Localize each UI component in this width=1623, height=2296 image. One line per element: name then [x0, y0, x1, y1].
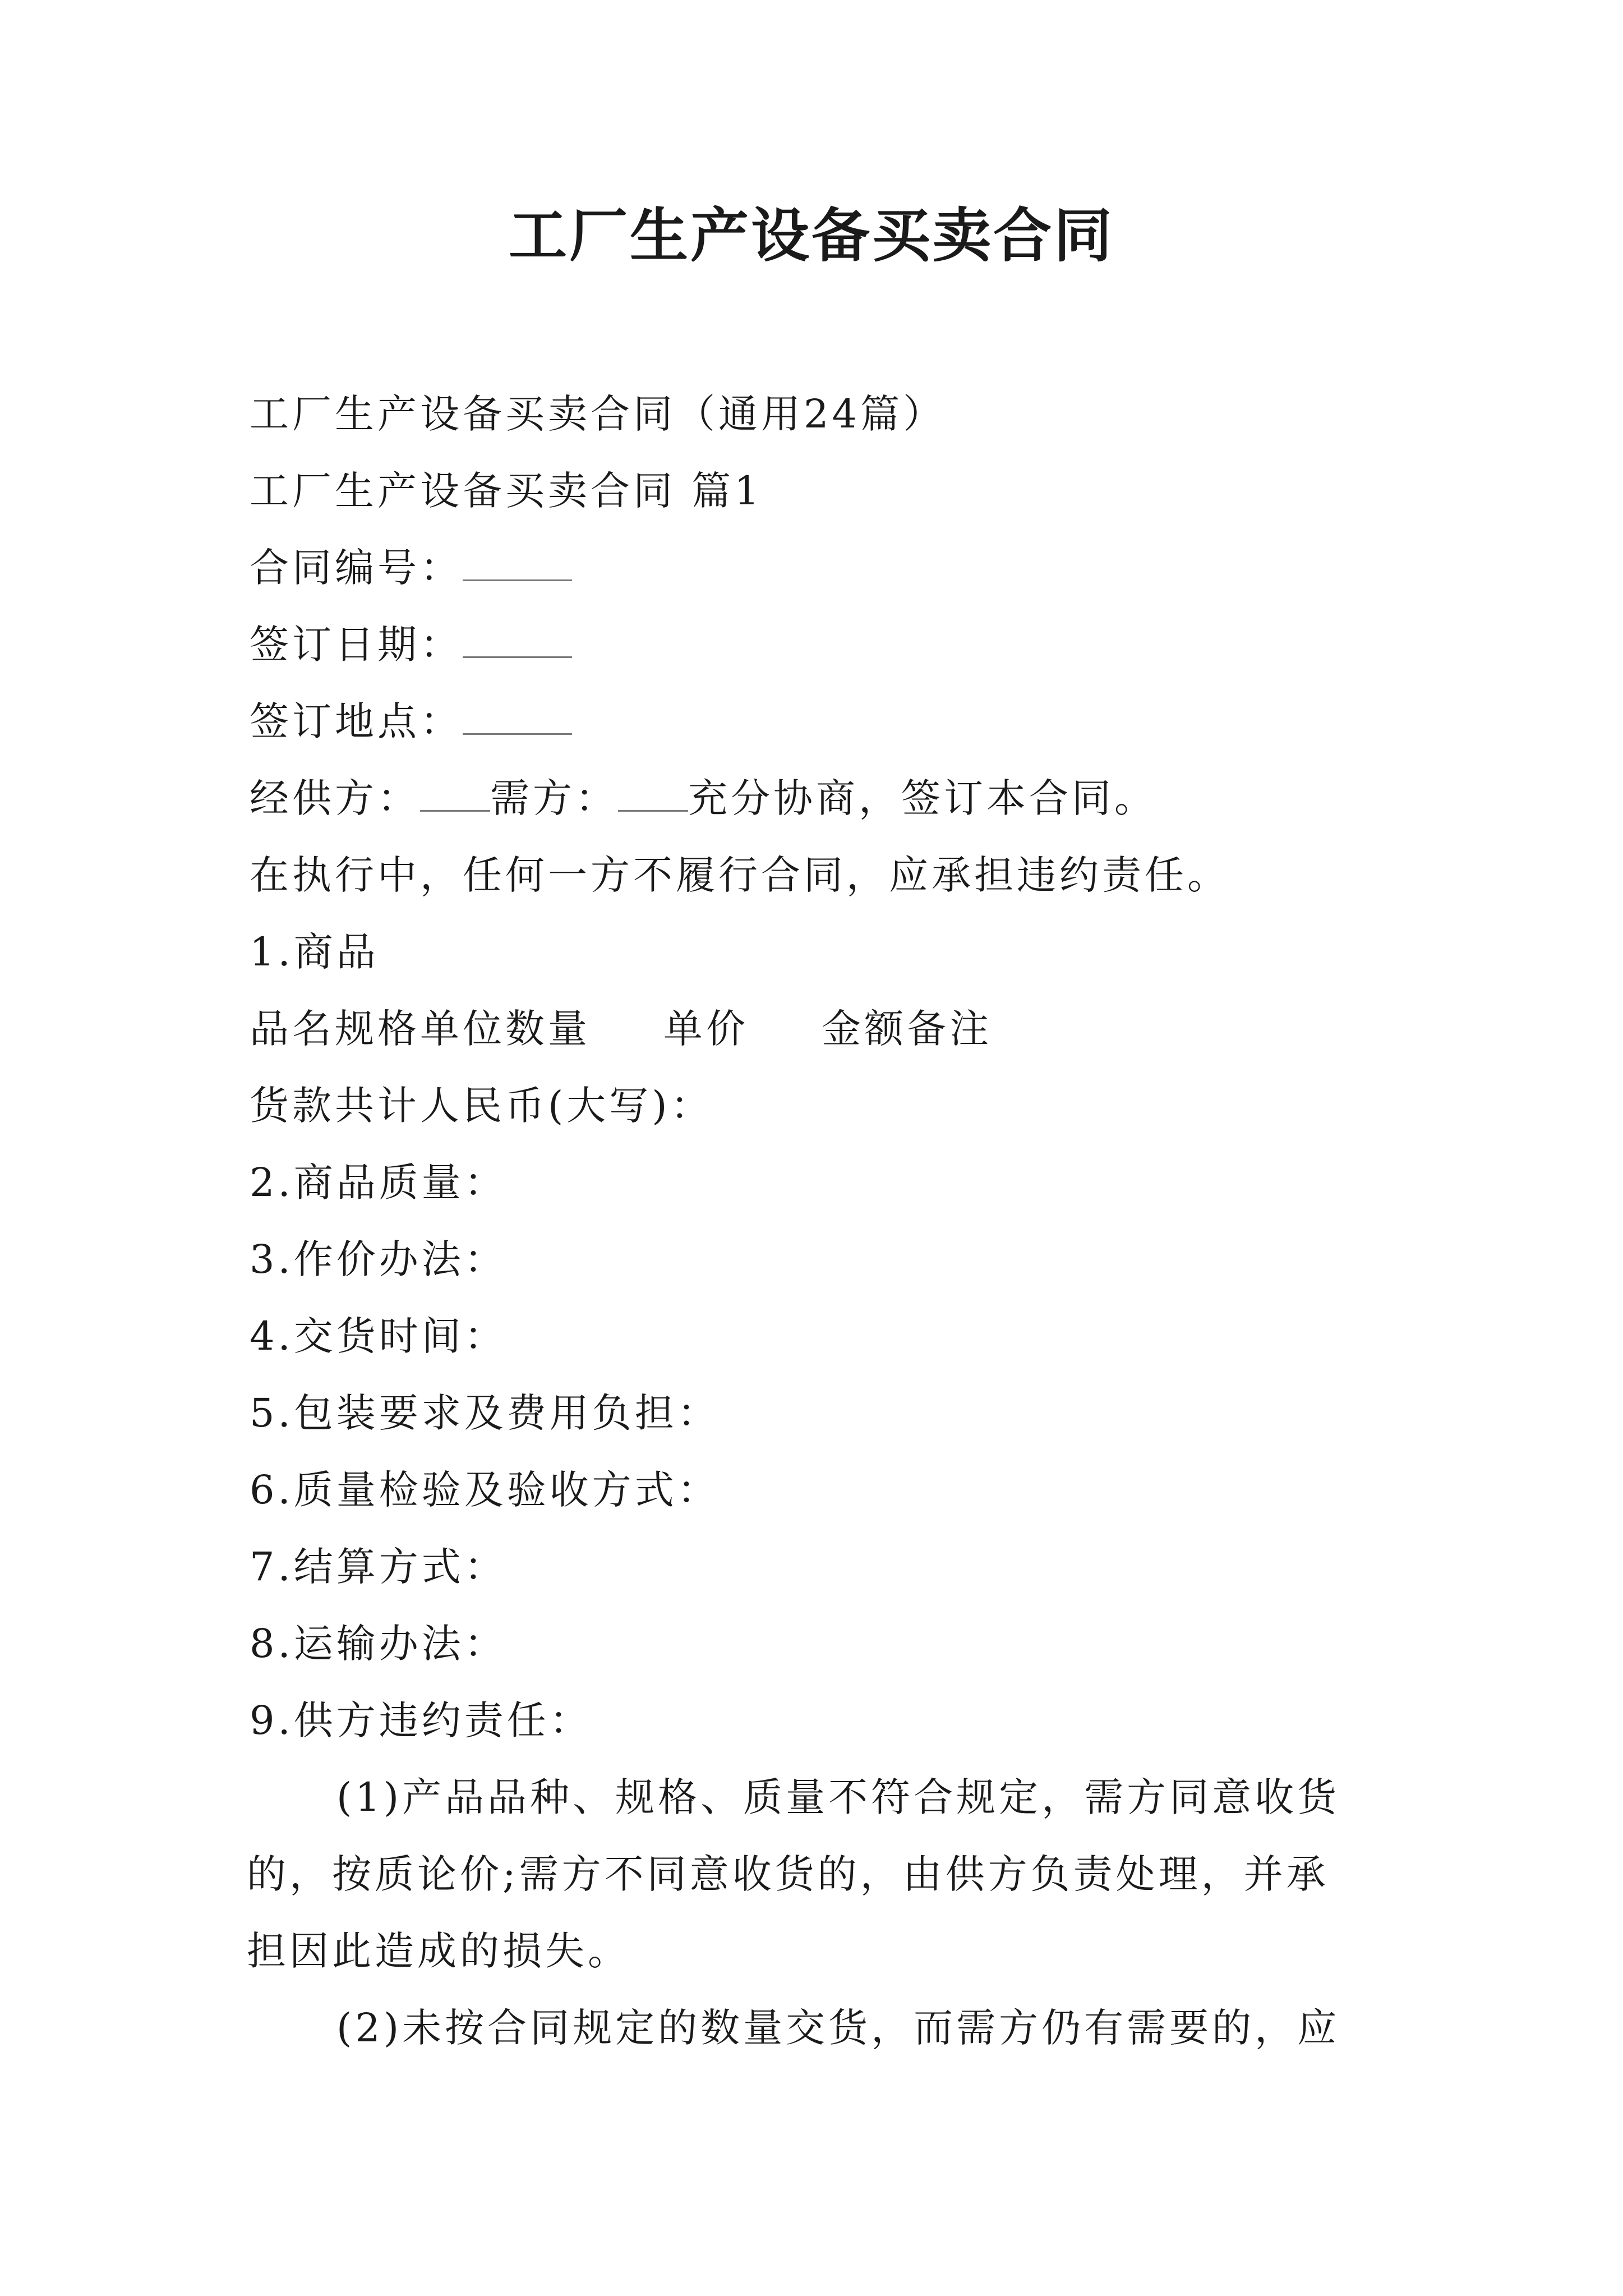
supplier-label: 经供方： [250, 775, 420, 821]
clause-1-line-1: (1)产品品种、规格、质量不符合规定，需方同意收货 [336, 1774, 1340, 1820]
buyer-blank [618, 776, 688, 812]
contract-number-label: 合同编号： [250, 545, 463, 591]
clause-1-continuation [247, 1836, 1402, 1990]
document-body [250, 376, 1388, 1759]
item-5-packaging: 5.包装要求及费用负担： [250, 1390, 720, 1436]
buyer-label: 需方： [490, 775, 618, 821]
item-8-transport: 8.运输办法： [250, 1621, 507, 1667]
sign-date-label: 签订日期： [250, 622, 463, 668]
clause-2-paragraph [250, 1990, 1388, 2067]
part-heading: 工厂生产设备买卖合同 篇1 [250, 468, 763, 514]
sign-date-blank [463, 623, 572, 658]
goods-col-unit-price: 单价 [663, 1006, 749, 1052]
item-6-inspection: 6.质量检验及验收方式： [250, 1467, 720, 1513]
item-7-settlement: 7.结算方式： [250, 1544, 507, 1590]
clause-1-line-3: 担因此造成的损失。 [247, 1928, 630, 1974]
document-subtitle: 工厂生产设备买卖合同（通用24篇） [250, 391, 946, 437]
parties-suffix: 充分协商，签订本合同。 [688, 775, 1157, 821]
item-2-quality: 2.商品质量： [250, 1159, 507, 1205]
sign-place-label: 签订地点： [250, 698, 463, 744]
goods-col-name-spec: 品名规格单位数量 [250, 1006, 591, 1052]
item-4-delivery-time: 4.交货时间： [250, 1313, 507, 1359]
document-title: 工厂生产设备买卖合同 [508, 201, 1114, 270]
sign-place-line [250, 683, 1388, 760]
total-amount-line: 货款共计人民币(大写)： [250, 1083, 713, 1129]
parties-line [250, 760, 1388, 837]
clause-1-paragraph [250, 1759, 1388, 1836]
clause-1-line-2: 的，按质论价;需方不同意收货的，由供方负责处理，并承 [247, 1851, 1329, 1897]
supplier-blank [420, 776, 490, 812]
goods-table-header [250, 991, 1388, 1068]
item-3-pricing: 3.作价办法： [250, 1236, 507, 1282]
liability-statement: 在执行中，任何一方不履行合同，应承担违约责任。 [250, 852, 1230, 898]
goods-col-amount-note: 金额备注 [822, 1006, 992, 1052]
item-9-supplier-liability: 9.供方违约责任： [250, 1697, 592, 1743]
item-1-heading: 1.商品 [250, 929, 379, 975]
sign-place-blank [463, 700, 572, 735]
sign-date-line [250, 606, 1388, 683]
clause-2-line-1: (2)未按合同规定的数量交货，而需方仍有需要的，应 [336, 2005, 1340, 2051]
contract-number-blank [463, 546, 572, 581]
contract-number-line [250, 530, 1388, 606]
